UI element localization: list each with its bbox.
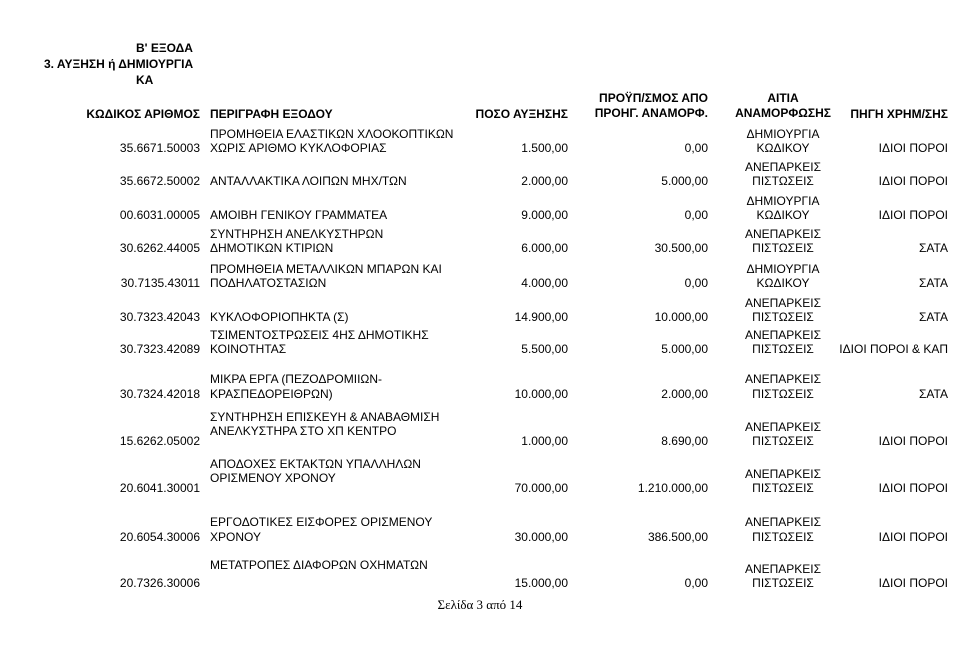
row-budget: 5.000,00 [661,342,708,356]
row-code: 20.6054.30006 [119,530,200,544]
row-reason-line1: ΑΝΕΠΑΡΚΕΙΣ [744,420,822,434]
row-budget: 0,00 [684,576,708,590]
row-increase: 6.000,00 [521,241,568,255]
header-description: ΠΕΡΙΓΡΑΦΗ ΕΞΟΔΟΥ [210,107,333,121]
row-source: ΣΑΤΑ [919,241,948,255]
row-budget: 5.000,00 [661,174,708,188]
row-description-line1: ΣΥΝΤΗΡΗΣΗ ΕΠΙΣΚΕΥΗ & ΑΝΑΒΑΘΜΙΣΗ [210,410,440,424]
row-source: ΙΔΙΟΙ ΠΟΡΟΙ [878,434,948,448]
row-description-line1: ΕΡΓΟΔΟΤΙΚΕΣ ΕΙΣΦΟΡΕΣ ΟΡΙΣΜΕΝΟΥ [210,515,433,529]
row-description-line1: ΜΕΤΑΤΡΟΠΕΣ ΔΙΑΦΟΡΩΝ ΟΧΗΜΑΤΩΝ [210,558,428,572]
row-reason-line2: ΚΩΔΙΚΟΥ [756,208,810,222]
row-description-line2: ΑΝΕΛΚΥΣΤΗΡΑ ΣΤΟ ΧΠ ΚΕΝΤΡΟ [210,424,397,438]
row-description-line1: ΑΜΟΙΒΗ ΓΕΝΙΚΟΥ ΓΡΑΜΜΑΤΕΑ [210,208,388,222]
row-reason-line2: ΠΙΣΤΩΣΕΙΣ [752,576,814,590]
row-description-line2: ΧΩΡΙΣ ΑΡΙΘΜΟ ΚΥΚΛΟΦΟΡΙΑΣ [210,141,387,155]
row-budget: 8.690,00 [661,434,708,448]
row-reason-line2: ΚΩΔΙΚΟΥ [756,141,810,155]
row-description-line1: ΤΣΙΜΕΝΤΟΣΤΡΩΣΕΙΣ 4ΗΣ ΔΗΜΟΤΙΚΗΣ [210,328,429,342]
row-reason-line2: ΠΙΣΤΩΣΕΙΣ [752,530,814,544]
row-reason-line1: ΑΝΕΠΑΡΚΕΙΣ [744,562,822,576]
row-description-line2: ΔΗΜΟΤΙΚΩΝ ΚΤΙΡΙΩΝ [210,241,334,255]
row-description-line2: ΚΡΑΣΠΕΔΟΡΕΙΘΡΩΝ) [210,387,333,401]
row-reason-line1: ΑΝΕΠΑΡΚΕΙΣ [744,372,822,386]
row-reason-line2: ΚΩΔΙΚΟΥ [756,276,810,290]
header-reason-line2: ΑΝΑΜΟΡΦΩΣΗΣ [735,106,831,120]
row-increase: 1.500,00 [521,141,568,155]
row-reason-line1: ΑΝΕΠΑΡΚΕΙΣ [744,328,822,342]
row-source: ΙΔΙΟΙ ΠΟΡΟΙ [878,530,948,544]
row-description-line2: ΚΟΙΝΟΤΗΤΑΣ [210,342,287,356]
row-source: ΙΔΙΟΙ ΠΟΡΟΙ [878,174,948,188]
row-code: 30.7135.43011 [120,276,200,290]
row-budget: 10.000,00 [654,310,708,324]
row-reason-line2: ΠΙΣΤΩΣΕΙΣ [752,310,814,324]
row-code: 30.7323.42043 [119,310,200,324]
row-reason-line1: ΔΗΜΙΟΥΡΓΙΑ [746,127,820,141]
row-source: ΙΔΙΟΙ ΠΟΡΟΙ [878,141,948,155]
row-reason-line2: ΠΙΣΤΩΣΕΙΣ [752,481,814,495]
row-reason-line2: ΠΙΣΤΩΣΕΙΣ [752,342,814,356]
row-budget: 1.210.000,00 [637,481,708,495]
row-reason-line1: ΔΗΜΙΟΥΡΓΙΑ [746,262,820,276]
row-source: ΣΑΤΑ [919,310,948,324]
row-source: ΙΔΙΟΙ ΠΟΡΟΙ [878,481,948,495]
row-reason-line2: ΠΙΣΤΩΣΕΙΣ [752,387,814,401]
row-reason-line1: ΑΝΕΠΑΡΚΕΙΣ [744,227,822,241]
row-increase: 5.500,00 [521,342,568,356]
row-description-line1: ΚΥΚΛΟΦΟΡΙΟΠΗΚΤΑ (Σ) [210,310,349,324]
row-description-line2: ΧΡΟΝΟΥ [210,530,261,544]
row-code: 30.7323.42089 [119,342,200,356]
row-increase: 30.000,00 [514,530,568,544]
row-source: ΣΑΤΑ [919,387,948,401]
row-budget: 0,00 [684,141,708,155]
header-increase: ΠΟΣΟ ΑΥΞΗΣΗΣ [475,107,568,121]
page-number: Σελίδα 3 από 14 [437,597,523,612]
row-increase: 15.000,00 [514,576,568,590]
header-budget-line1: ΠΡΟΫΠ/ΣΜΟΣ ΑΠΟ [599,91,708,105]
row-code: 30.6262.44005 [119,241,200,255]
row-reason-line2: ΠΙΣΤΩΣΕΙΣ [752,174,814,188]
row-reason-line1: ΑΝΕΠΑΡΚΕΙΣ [744,296,822,310]
row-code: 30.7324.42018 [119,387,200,401]
header-source: ΠΗΓΗ ΧΡΗΜ/ΣΗΣ [850,107,948,121]
row-code: 20.6041.30001 [119,481,200,495]
row-description-line1: ΑΝΤΑΛΛΑΚΤΙΚΑ ΛΟΙΠΩΝ ΜΗΧ/ΤΩΝ [210,174,407,188]
row-code: 00.6031.00005 [119,208,200,222]
header-budget-line2: ΠΡΟΗΓ. ΑΝΑΜΟΡΦ. [594,106,708,120]
header-reason-line1: ΑΙΤΙΑ [767,91,799,105]
row-budget: 386.500,00 [647,530,708,544]
row-reason-line1: ΑΝΕΠΑΡΚΕΙΣ [744,467,822,481]
row-source: ΙΔΙΟΙ ΠΟΡΟΙ [878,208,948,222]
row-budget: 2.000,00 [661,387,708,401]
row-description-line1: ΠΡΟΜΗΘΕΙΑ ΜΕΤΑΛΛΙΚΩΝ ΜΠΑΡΩΝ ΚΑΙ [210,262,442,276]
row-budget: 30.500,00 [654,241,708,255]
section-subtitle-cont: ΚΑ [136,73,154,87]
row-budget: 0,00 [684,208,708,222]
row-reason-line1: ΔΗΜΙΟΥΡΓΙΑ [746,194,820,208]
row-description-line2: ΟΡΙΣΜΕΝΟΥ ΧΡΟΝΟΥ [210,471,336,485]
row-code: 20.7326.30006 [119,576,200,590]
row-code: 15.6262.05002 [119,434,200,448]
row-budget: 0,00 [684,276,708,290]
section-subtitle: 3. ΑΥΞΗΣΗ ή ΔΗΜΙΟΥΡΓΙΑ [44,57,194,71]
row-reason-line1: ΑΝΕΠΑΡΚΕΙΣ [744,515,822,529]
header-code: ΚΩΔΙΚΟΣ ΑΡΙΘΜΟΣ [86,107,200,121]
row-increase: 1.000,00 [521,434,568,448]
row-description-line1: ΣΥΝΤΗΡΗΣΗ ΑΝΕΛΚΥΣΤΗΡΩΝ [210,227,384,241]
row-description-line1: ΑΠΟΔΟΧΕΣ ΕΚΤΑΚΤΩΝ ΥΠΑΛΛΗΛΩΝ [210,457,421,471]
row-source: ΣΑΤΑ [919,276,948,290]
row-increase: 2.000,00 [521,174,568,188]
section-title: Β' ΕΞΟΔΑ [136,41,193,55]
row-source: ΙΔΙΟΙ ΠΟΡΟΙ [878,576,948,590]
row-reason-line2: ΠΙΣΤΩΣΕΙΣ [752,434,814,448]
row-increase: 14.900,00 [514,310,568,324]
row-increase: 10.000,00 [514,387,568,401]
row-reason-line1: ΑΝΕΠΑΡΚΕΙΣ [744,160,822,174]
row-source: ΙΔΙΟΙ ΠΟΡΟΙ & ΚΑΠ [839,342,948,356]
row-code: 35.6672.50002 [119,174,200,188]
row-description-line1: ΠΡΟΜΗΘΕΙΑ ΕΛΑΣΤΙΚΩΝ ΧΛΟΟΚΟΠΤΙΚΩΝ [210,127,454,141]
row-increase: 9.000,00 [521,208,568,222]
row-reason-line2: ΠΙΣΤΩΣΕΙΣ [752,241,814,255]
row-description-line2: ΠΟΔΗΛΑΤΟΣΤΑΣΙΩΝ [210,276,327,290]
row-increase: 4.000,00 [521,276,568,290]
row-description-line1: ΜΙΚΡΑ ΕΡΓΑ (ΠΕΖΟΔΡΟΜΙΙΩΝ- [210,372,383,386]
row-increase: 70.000,00 [514,481,568,495]
row-code: 35.6671.50003 [119,141,200,155]
